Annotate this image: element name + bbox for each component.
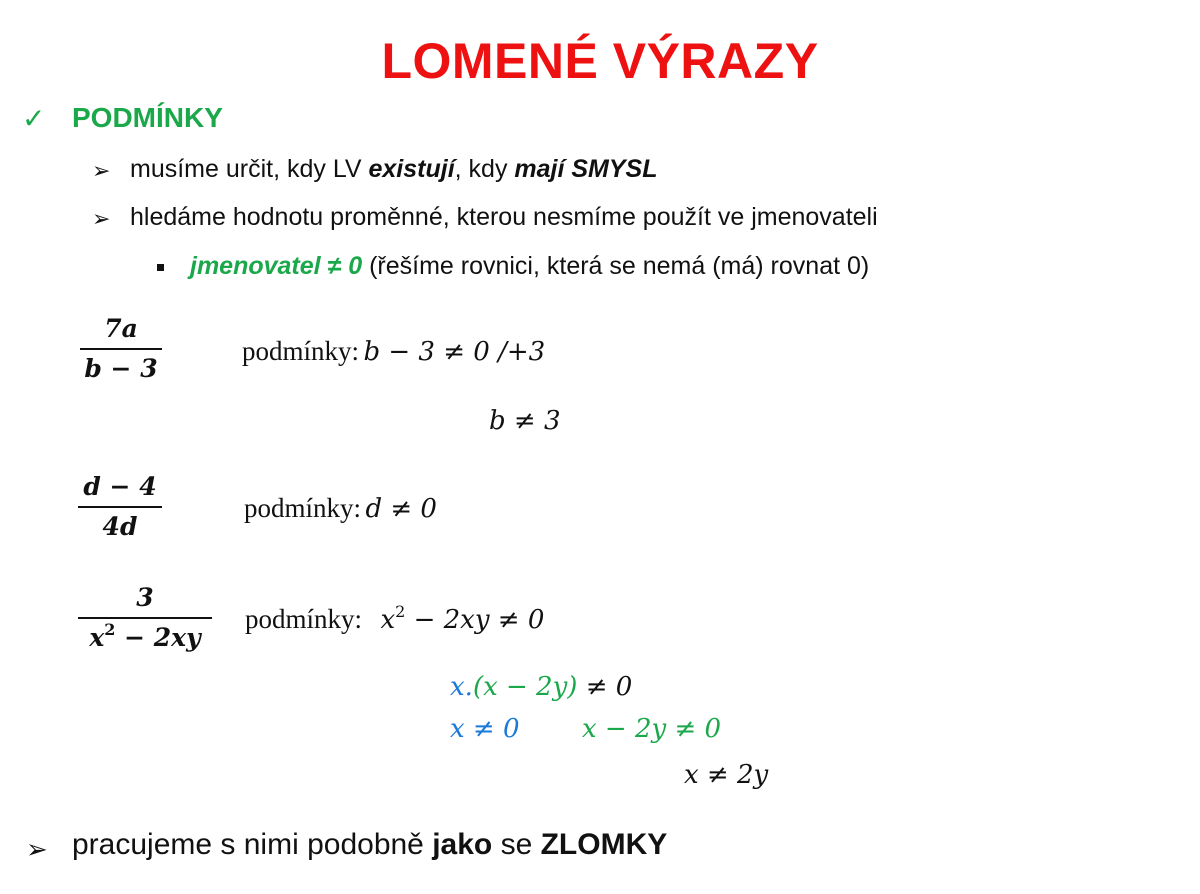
fraction-d-minus-4 bbox=[78, 470, 162, 544]
denominator-rest: − 2xy bbox=[115, 623, 201, 652]
factor-paren: (x − 2y) bbox=[472, 672, 578, 702]
footer-text: se bbox=[492, 828, 541, 861]
emphasis-zlomky: ZLOMKY bbox=[540, 828, 668, 861]
denominator-exponent: 2 bbox=[104, 620, 116, 639]
condition-expression: b − 3 ≠ 0 /+3 bbox=[363, 337, 546, 367]
arrow-bullet-icon: ➢ bbox=[92, 206, 111, 231]
page-title: LOMENÉ VÝRAZY bbox=[381, 33, 819, 89]
condition-exponent: 2 bbox=[395, 602, 406, 621]
square-bullet-icon bbox=[157, 264, 164, 271]
case-x-minus-2y: x − 2y ≠ 0 bbox=[582, 714, 722, 744]
section-heading: PODMÍNKY bbox=[72, 102, 223, 133]
conditions-label: podmínky: bbox=[242, 336, 360, 366]
bullet-text: , kdy bbox=[454, 155, 515, 183]
fraction-3 bbox=[78, 581, 212, 658]
factor-rest: ≠ 0 bbox=[577, 672, 633, 702]
fraction-bar bbox=[78, 617, 212, 619]
emphasis-existuji: existují bbox=[368, 155, 455, 183]
denominator-base: x bbox=[89, 623, 105, 652]
condition-row-3 bbox=[245, 604, 544, 635]
numerator: 7a bbox=[104, 314, 138, 343]
bullet-item-exist bbox=[130, 155, 658, 184]
arrow-bullet-icon: ➢ bbox=[26, 834, 48, 864]
check-icon: ✓ bbox=[22, 103, 46, 134]
numerator: 3 bbox=[136, 583, 154, 612]
sub-bullet-text: (řešíme rovnici, která se nemá (má) rovnat 0) bbox=[362, 252, 870, 280]
condition-rest: − 2xy ≠ 0 bbox=[405, 605, 545, 635]
bullet-item-variable: hledáme hodnotu proměnné, kterou nesmíme použít ve jmenovateli bbox=[130, 203, 878, 231]
denominator: b − 3 bbox=[84, 354, 158, 383]
factor-x: x. bbox=[450, 672, 473, 702]
condition-result: b ≠ 3 bbox=[489, 406, 561, 436]
emphasis-jmenovatel: jmenovatel ≠ 0 bbox=[190, 252, 363, 280]
sub-bullet-denominator bbox=[190, 252, 869, 281]
condition-row-1 bbox=[242, 336, 545, 367]
condition-base: x bbox=[380, 605, 396, 635]
condition-expression: d ≠ 0 bbox=[365, 494, 437, 524]
fraction-bar bbox=[78, 506, 162, 508]
arrow-bullet-icon: ➢ bbox=[92, 158, 111, 183]
denominator bbox=[78, 621, 212, 658]
case-result: x ≠ 2y bbox=[684, 760, 769, 790]
emphasis-jako: jako bbox=[432, 828, 493, 861]
factored-condition bbox=[450, 672, 632, 702]
numerator: d − 4 bbox=[83, 472, 157, 501]
footer-note bbox=[72, 828, 667, 862]
fraction-bar bbox=[80, 348, 162, 350]
condition-expression bbox=[380, 602, 545, 635]
conditions-label: podmínky: bbox=[244, 493, 362, 523]
footer-text: pracujeme s nimi podobně bbox=[72, 828, 433, 861]
conditions-label: podmínky: bbox=[245, 604, 363, 634]
case-x: x ≠ 0 bbox=[450, 714, 520, 744]
bullet-text: musíme určit, kdy LV bbox=[130, 155, 369, 183]
denominator: 4d bbox=[102, 512, 138, 541]
condition-row-2 bbox=[244, 493, 437, 524]
emphasis-maji-smysl: mají SMYSL bbox=[514, 155, 658, 183]
fraction-7a bbox=[80, 312, 162, 386]
